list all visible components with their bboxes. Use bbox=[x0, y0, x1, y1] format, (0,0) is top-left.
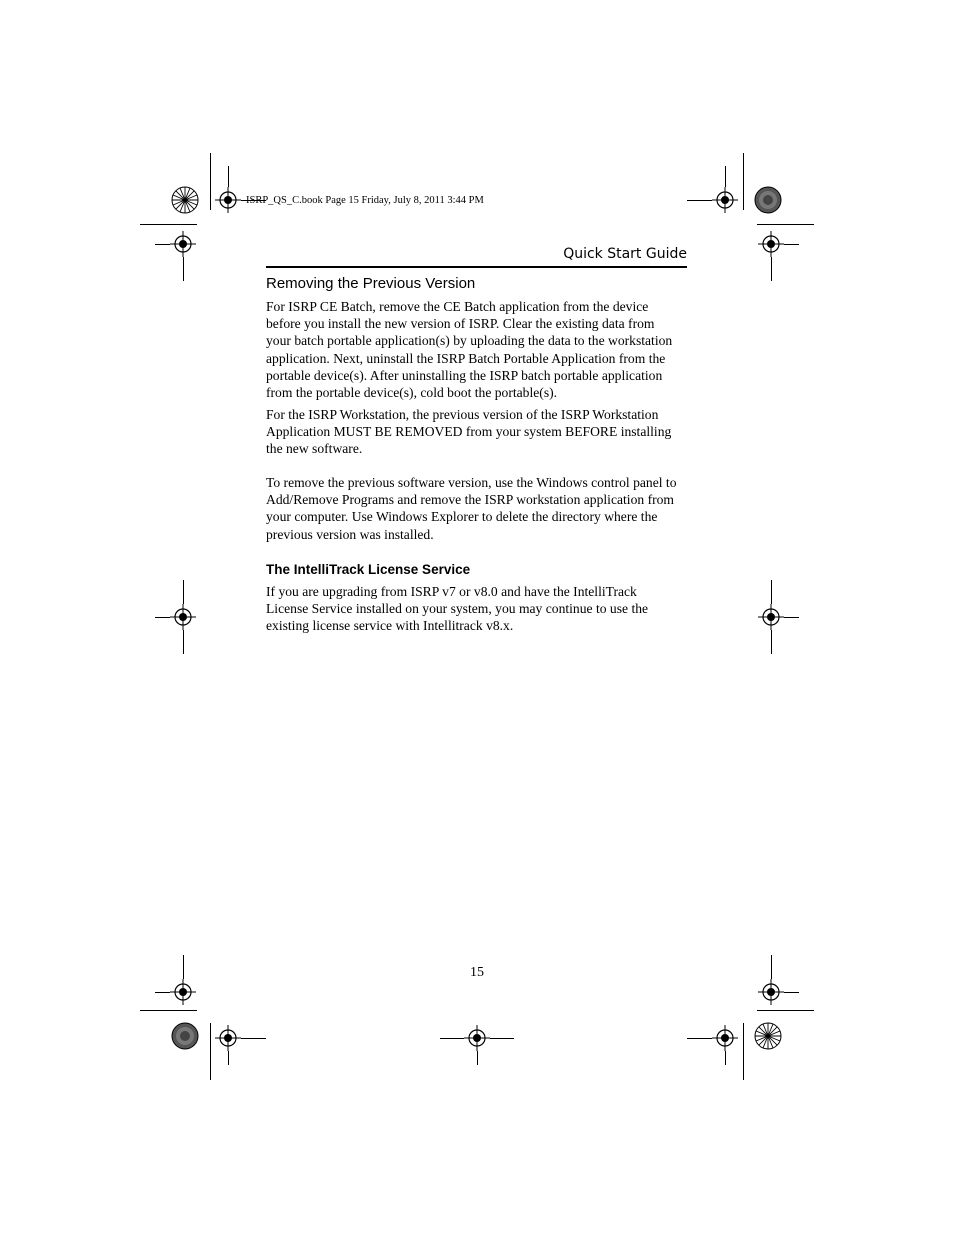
registration-line-mid-left-h bbox=[155, 617, 170, 618]
registration-line-bottom-left-2h bbox=[241, 1038, 266, 1039]
registration-mark-icon bbox=[170, 979, 196, 1005]
paragraph-line: License Service installed on your system, you may continue to use the bbox=[266, 601, 649, 617]
section-title: Removing the Previous Version bbox=[266, 275, 476, 292]
registration-line-mid-left-v-top bbox=[183, 580, 184, 604]
registration-mark-icon bbox=[758, 604, 784, 630]
crop-mark-top-left-vertical bbox=[210, 153, 211, 210]
registration-mark-icon bbox=[758, 231, 784, 257]
paragraph-line: previous version was installed. bbox=[266, 526, 434, 542]
paragraph bbox=[266, 406, 690, 458]
paragraph-line: before you install the new version of ISRP. Clear the existing data from bbox=[266, 316, 655, 332]
paragraph-line: To remove the previous software version, use the Windows control panel to bbox=[266, 475, 677, 490]
registration-mark-icon bbox=[758, 979, 784, 1005]
crop-mark-bottom-left-horizontal bbox=[140, 1010, 197, 1011]
paragraph-line: Add/Remove Programs and remove the ISRP workstation application from bbox=[266, 492, 674, 508]
subsection-title: The IntelliTrack License Service bbox=[266, 562, 471, 577]
running-head: Quick Start Guide bbox=[563, 246, 687, 262]
crop-mark-top-right-horizontal bbox=[757, 224, 814, 225]
registration-mark-icon bbox=[170, 604, 196, 630]
halftone-calibration-icon bbox=[754, 186, 782, 214]
crop-mark-bottom-right-vertical bbox=[743, 1023, 744, 1080]
registration-line-bottom-right-2v bbox=[725, 1051, 726, 1065]
registration-line-right-h bbox=[784, 244, 799, 245]
paragraph bbox=[266, 474, 690, 543]
registration-line-top-left-v bbox=[228, 166, 229, 187]
registration-line-mid-right-v-top bbox=[771, 580, 772, 604]
registration-line-top-right bbox=[687, 200, 712, 201]
paragraph bbox=[266, 583, 690, 635]
starburst-calibration-icon bbox=[171, 186, 199, 214]
registration-mark-icon bbox=[712, 1025, 738, 1051]
crop-mark-bottom-right-horizontal bbox=[757, 1010, 814, 1011]
crop-mark-top-left-horizontal bbox=[140, 224, 197, 225]
registration-mark-icon bbox=[712, 187, 738, 213]
registration-line-left-v bbox=[183, 257, 184, 281]
registration-line-mid-right-h bbox=[784, 617, 799, 618]
paragraph-line: the new software. bbox=[266, 441, 363, 457]
paragraph-line: portable device(s). After uninstalling the ISRP batch portable application bbox=[266, 367, 663, 383]
registration-line-mid-left-v-bottom bbox=[183, 630, 184, 654]
registration-line-bottom-center-right bbox=[490, 1038, 514, 1039]
registration-mark-icon bbox=[215, 1025, 241, 1051]
registration-line-right-v bbox=[771, 257, 772, 281]
paragraph-line: application. Next, uninstall the ISRP Batch Portable Application from the bbox=[266, 350, 666, 366]
page-number: 15 bbox=[470, 965, 484, 980]
paragraph-line: from the portable device(s), cold boot the portable(s). bbox=[266, 385, 558, 401]
registration-line-bottom-right-h bbox=[784, 992, 799, 993]
registration-line-left-h bbox=[155, 244, 170, 245]
registration-line-top-right-v bbox=[725, 166, 726, 187]
registration-line-bottom-right-2h bbox=[687, 1038, 712, 1039]
registration-mark-icon bbox=[215, 187, 241, 213]
crop-mark-bottom-left-vertical bbox=[210, 1023, 211, 1080]
registration-line-bottom-left-2v bbox=[228, 1051, 229, 1065]
paragraph-line: If you are upgrading from ISRP v7 or v8.0 and have the IntelliTrack bbox=[266, 584, 637, 599]
starburst-calibration-icon bbox=[754, 1022, 782, 1050]
print-slug: ISRP_QS_C.book Page 15 Friday, July 8, 2011 3:44 PM bbox=[246, 195, 484, 206]
paragraph-line: For ISRP CE Batch, remove the CE Batch application from the device bbox=[266, 299, 649, 314]
halftone-calibration-icon bbox=[171, 1022, 199, 1050]
paragraph-line: your computer. Use Windows Explorer to delete the directory where the bbox=[266, 509, 658, 525]
registration-line-mid-right-v-bottom bbox=[771, 630, 772, 654]
registration-mark-icon bbox=[170, 231, 196, 257]
paragraph-line: Application MUST BE REMOVED from your system BEFORE installing bbox=[266, 424, 672, 440]
registration-mark-icon bbox=[464, 1025, 490, 1051]
registration-line-bottom-left-h bbox=[155, 992, 170, 993]
paragraph-line: existing license service with Intellitrack v8.x. bbox=[266, 618, 514, 634]
paragraph bbox=[266, 298, 690, 401]
registration-line-bottom-center-v bbox=[477, 1051, 478, 1065]
paragraph-line: your batch portable application(s) by uploading the data to the workstation bbox=[266, 333, 673, 349]
paragraph-line: For the ISRP Workstation, the previous version of the ISRP Workstation bbox=[266, 407, 659, 422]
crop-mark-top-right-vertical bbox=[743, 153, 744, 210]
registration-line-bottom-center-left bbox=[440, 1038, 464, 1039]
header-rule bbox=[266, 266, 687, 268]
